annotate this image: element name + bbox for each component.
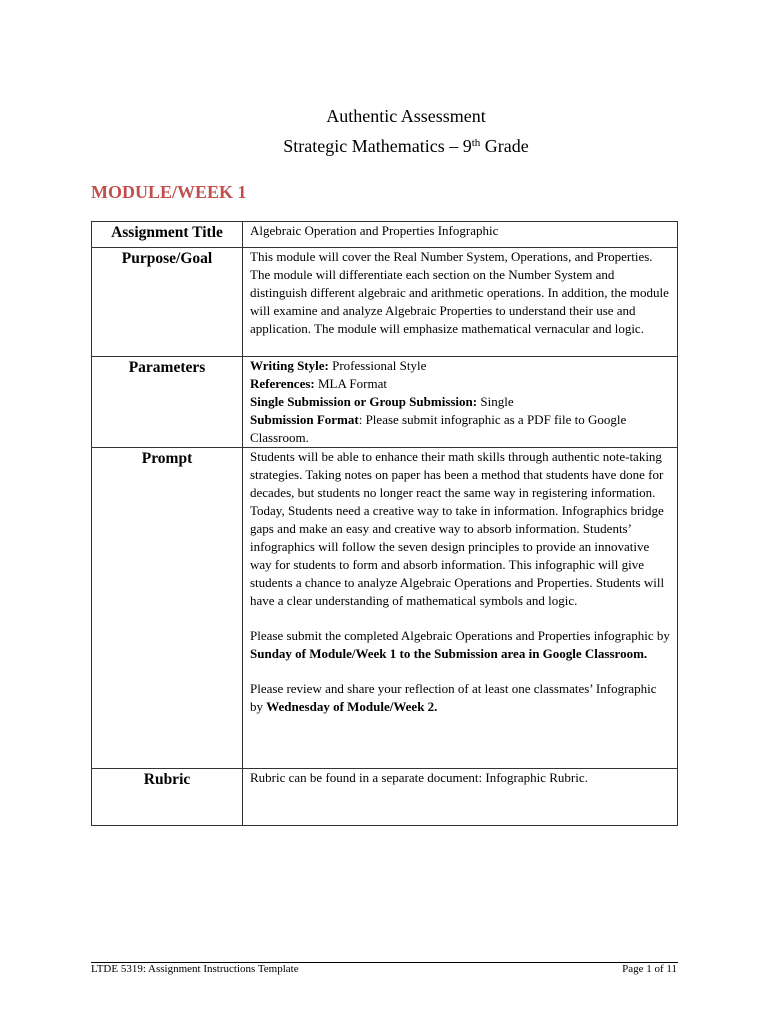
footer-left-text: LTDE 5319: Assignment Instructions Template [91, 963, 299, 975]
value-rubric: Rubric can be found in a separate document: Infographic Rubric. [243, 769, 678, 826]
submission-format-label: Submission Format [250, 412, 359, 427]
subtitle-tail: Grade [480, 136, 529, 156]
row-parameters [92, 357, 678, 448]
document-title-block [0, 101, 768, 161]
value-purpose: This module will cover the Real Number System, Operations, and Properties. The module will differentiate each section on the Number System and distinguish different algebraic and arithmetic operations. In addition, the module will examine and analyze Algebraic Properties to understand their use and application. The module will emphasize mathematical vernacular and logic. [243, 248, 678, 357]
module-heading: MODULE/WEEK 1 [91, 182, 247, 202]
submission-format-value: : Please submit infographic as a PDF file to Google Classroom. [250, 412, 627, 445]
document-subtitle [0, 131, 768, 161]
footer-page-number: Page 1 of 11 [622, 963, 677, 975]
writing-style-line [250, 357, 671, 375]
references-label: References: [250, 376, 315, 391]
subtitle-superscript: th [471, 137, 481, 149]
prompt-paragraph-2-text: Please submit the completed Algebraic Operations and Properties infographic by [250, 628, 670, 643]
paragraph-gap [250, 610, 671, 627]
references-line [250, 375, 671, 393]
row-purpose [92, 248, 678, 357]
prompt-paragraph-3-text: Please review and share your reflection of at least one classmates’ Infographic by [250, 681, 657, 714]
assignment-table [91, 221, 678, 826]
submission-format-line [250, 411, 671, 447]
writing-style-value: Professional Style [328, 358, 427, 373]
row-rubric [92, 769, 678, 826]
prompt-paragraph-2-bold: Sunday of Module/Week 1 to the Submission area in Google Classroom. [250, 646, 648, 661]
submission-type-label: Single Submission or Group Submission: [250, 394, 478, 409]
paragraph-gap [250, 663, 671, 680]
value-assignment-title: Algebraic Operation and Properties Infographic [243, 222, 678, 248]
writing-style-label: Writing Style: [250, 358, 329, 373]
references-value: MLA Format [314, 376, 387, 391]
document-title: Authentic Assessment [326, 106, 486, 126]
prompt-paragraph-3 [250, 680, 671, 716]
label-assignment-title: Assignment Title [92, 222, 243, 248]
value-prompt [243, 448, 678, 769]
label-parameters: Parameters [92, 357, 243, 448]
row-assignment-title [92, 222, 678, 248]
subtitle-main: Strategic Mathematics – 9 [283, 136, 472, 156]
submission-type-line [250, 393, 671, 411]
prompt-paragraph-1: Students will be able to enhance their math skills through authentic note-taking strategies. Taking notes on paper has been a method that students have done for decades, but students no longer react the same way in registering information. Today, Students need a creative way to take in information. Infographics bridge gaps and make an easy and creative way to absorb information. Students’ infographics will follow the seven design principles to provide an innovative way for students to form and absorb information. This infographic will give students a chance to analyze Algebraic Operations and Properties. Students will have a clear understanding of mathematical symbols and logic. [250, 449, 665, 608]
prompt-paragraph-2 [250, 627, 671, 663]
label-purpose: Purpose/Goal [92, 248, 243, 357]
label-rubric: Rubric [92, 769, 243, 826]
row-prompt [92, 448, 678, 769]
submission-type-value: Single [477, 394, 514, 409]
value-parameters [243, 357, 678, 448]
label-prompt: Prompt [92, 448, 243, 769]
prompt-paragraph-3-bold: Wednesday of Module/Week 2. [266, 699, 438, 714]
